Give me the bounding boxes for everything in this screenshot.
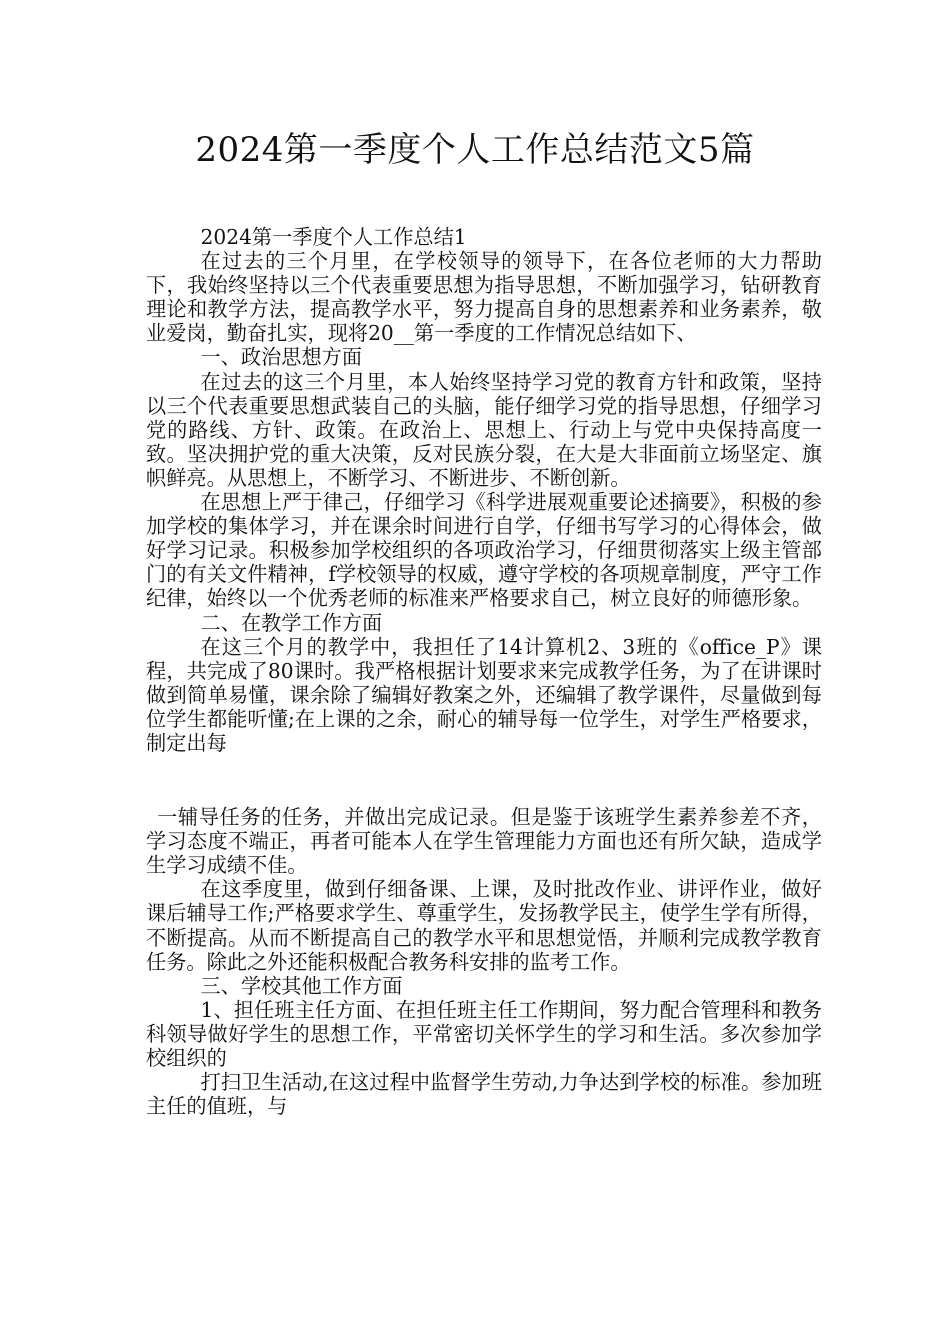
- document-body: [146, 225, 822, 1118]
- page-break-gap: [146, 755, 822, 805]
- document-title: 2024第一季度个人工作总结范文5篇: [195, 130, 755, 170]
- section-heading: 二、在教学工作方面: [200, 610, 383, 635]
- paragraph: 打扫卫生活动,在这过程中监督学生劳动,力争达到学校的标准。参加班主任的值班，与: [146, 1070, 822, 1119]
- paragraph: 在这三个月的教学中，我担任了14计算机2、3班的《office_P》课程，共完成了80课时。我严格根据计划要求来完成教学任务，为了在讲课时做到简单易懂，课余除了编辑好教案之外，还编辑了教学课件，尽量做到每位学生都能听懂;在上课的之余，耐心的辅导每一位学生，对学生严格要求，制定出每: [146, 634, 822, 755]
- paragraph: 在这季度里，做到仔细备课、上课，及时批改作业、讲评作业，做好课后辅导工作;严格要求学生、尊重学生，发扬教学民主，使学生学有所得，不断提高。从而不断提高自己的教学水平和思想觉悟，并顺利完成教学教育任务。除此之外还能积极配合教务科安排的监考工作。: [146, 877, 822, 974]
- paragraph: 在思想上严于律己，仔细学习《科学进展观重要论述摘要》，积极的参加学校的集体学习，并在课余时间进行自学，仔细书写学习的心得体会，做好学习记录。积极参加学校组织的各项政治学习，仔细贯彻落实上级主管部门的有关文件精神，f学校领导的权威，遵守学校的各项规章制度，严守工作纪律，始终以一个优秀老师的标准来严格要求自己，树立良好的师德形象。: [146, 490, 822, 611]
- section-heading: 三、学校其他工作方面: [200, 973, 403, 998]
- paragraph: 在过去的这三个月里，本人始终坚持学习党的教育方针和政策，坚持以三个代表重要思想武装自己的头脑，能仔细学习党的指导思想，仔细学习党的路线、方针、政策。在政治上、思想上、行动上与党中央保持高度一致。坚决拥护党的重大决策，反对民族分裂，在大是大非面前立场坚定、旗帜鲜亮。从思想上，不断学习、不断进步、不断创新。: [146, 369, 822, 490]
- section-heading: 一、政治思想方面: [200, 345, 363, 370]
- paragraph: 1、担任班主任方面、在担任班主任工作期间，努力配合管理科和教务科领导做好学生的思想工作，平常密切关怀学生的学习和生活。多次参加学校组织的: [146, 997, 822, 1070]
- paragraph: 一辅导任务的任务，并做出完成记录。但是鉴于该班学生素养参差不齐，学习态度不端正，再者可能本人在学生管理能力方面也还有所欠缺，造成学生学习成绩不佳。: [146, 805, 822, 878]
- section-subtitle: 2024第一季度个人工作总结1: [200, 225, 467, 249]
- paragraph: 在过去的三个月里，在学校领导的领导下，在各位老师的大力帮助下，我始终坚持以三个代表重要思想为指导思想，不断加强学习，钻研教育理论和教学方法，提高教学水平，努力提高自身的思想素养和业务素养，敬业爱岗，勤奋扎实，现将20__第一季度的工作情况总结如下、: [146, 249, 822, 346]
